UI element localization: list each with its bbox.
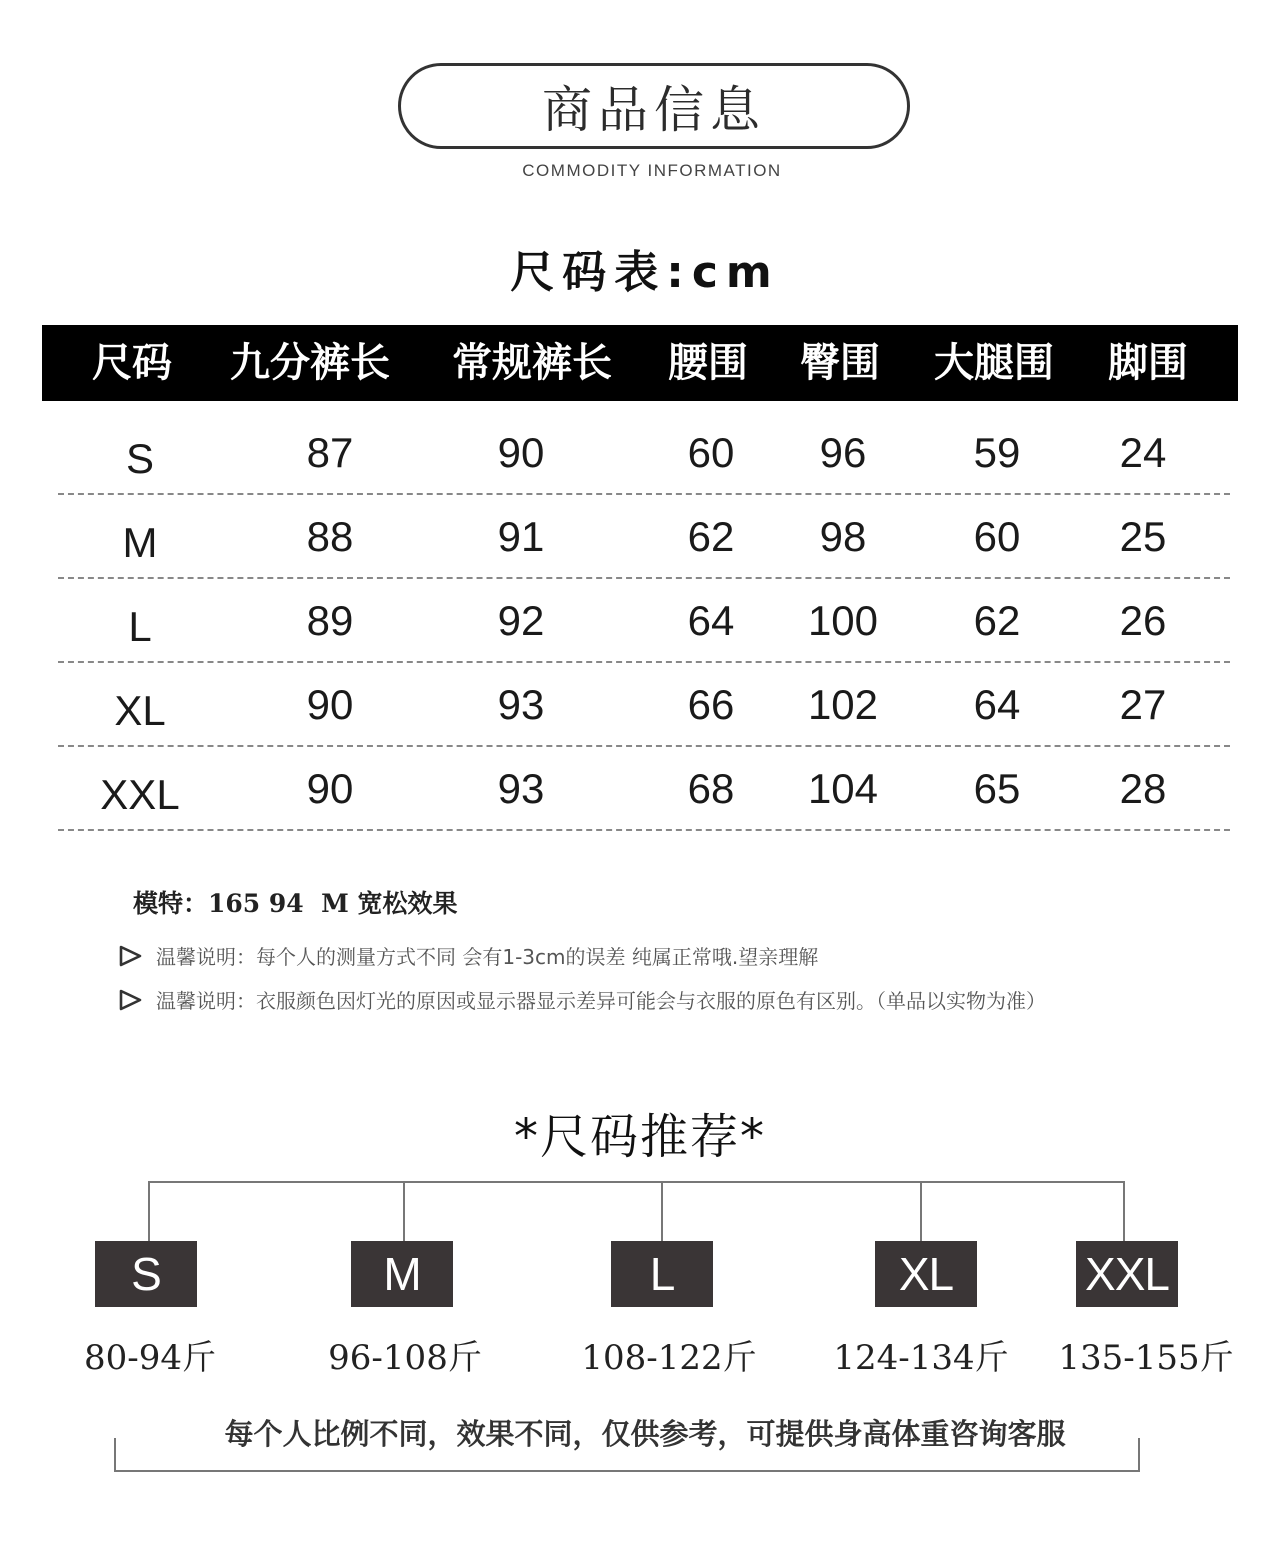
weight-range-m: 96-108斤 [328,1338,482,1378]
cell-size: M [122,519,158,566]
size-recommendation-title: *尺码推荐* [513,1109,766,1165]
header-ankle: 脚围 [1108,340,1188,386]
row-divider [58,829,1230,831]
cell-hip: 96 [819,429,867,476]
table-row [0,579,1280,663]
weight-range-s: 80-94斤 [83,1338,216,1378]
tree-connector [148,1181,150,1243]
cell-waist: 68 [687,765,735,812]
cell-thigh: 60 [973,513,1021,560]
commodity-info-title: 商品信息 [542,81,766,139]
cell-size: XXL [100,771,180,818]
cell-size: XL [114,687,166,734]
cell-size: S [125,435,154,482]
cell-hip: 100 [807,597,879,644]
cell-cropped-length: 88 [306,513,354,560]
tree-connector [1123,1181,1125,1243]
table-row [0,663,1280,747]
cell-cropped-length: 87 [306,429,354,476]
size-table-header [42,325,1238,401]
size-box-l: L [611,1241,713,1307]
header-thigh: 大腿围 [934,340,1054,386]
cell-thigh: 59 [973,429,1021,476]
table-row [0,411,1280,495]
cell-waist: 60 [687,429,735,476]
cell-ankle: 26 [1119,597,1167,644]
cell-waist: 62 [687,513,735,560]
cell-regular-length: 90 [497,429,545,476]
cell-regular-length: 92 [497,597,545,644]
weight-range-xxl: 135-155斤 [1058,1338,1234,1378]
disclaimer-bracket [114,1438,1140,1472]
triangle-right-outline-icon [118,988,144,1012]
tree-horizontal-line [148,1181,1125,1183]
model-note: 模特：165 94 M 宽松效果 [133,889,458,918]
tree-connector [403,1181,405,1243]
cell-cropped-length: 89 [306,597,354,644]
header-regular-length: 常规裤长 [452,340,612,386]
commodity-info-pill [398,63,910,149]
size-chart-title: 尺码表:cm [510,247,780,298]
cell-hip: 104 [807,765,879,812]
tip-measurement-text: 温馨说明：每个人的测量方式不同 会有1-3cm的误差 纯属正常哦.望亲理解 [156,945,819,969]
cell-waist: 64 [687,597,735,644]
cell-regular-length: 93 [497,681,545,728]
disclaimer-text: 每个人比例不同，效果不同，仅供参考，可提供身高体重咨询客服 [224,1417,1066,1451]
cell-regular-length: 91 [497,513,545,560]
table-row [0,747,1280,831]
cell-size: L [128,603,152,650]
header-waist: 腰围 [668,340,748,386]
cell-hip: 102 [807,681,879,728]
tree-connector [661,1181,663,1243]
header-hip: 臀围 [800,340,880,386]
cell-ankle: 28 [1119,765,1167,812]
commodity-info-subtitle: COMMODITY INFORMATION [522,161,782,180]
cell-thigh: 64 [973,681,1021,728]
cell-ankle: 27 [1119,681,1167,728]
weight-range-xl: 124-134斤 [833,1338,1009,1378]
cell-cropped-length: 90 [306,681,354,728]
tip-measurement [118,941,818,970]
size-box-s: S [95,1241,197,1307]
cell-cropped-length: 90 [306,765,354,812]
size-box-xxl: XXL [1076,1241,1178,1307]
cell-hip: 98 [819,513,867,560]
cell-thigh: 65 [973,765,1021,812]
table-row [0,495,1280,579]
header-size: 尺码 [92,340,172,386]
cell-regular-length: 93 [497,765,545,812]
cell-ankle: 24 [1119,429,1167,476]
size-box-m: M [351,1241,453,1307]
cell-waist: 66 [687,681,735,728]
tip-color-text: 温馨说明：衣服颜色因灯光的原因或显示器显示差异可能会与衣服的原色有区别。（单品以实物为准） [156,989,1046,1013]
tip-color [118,985,1046,1014]
cell-ankle: 25 [1119,513,1167,560]
header-cropped-length: 九分裤长 [230,340,390,386]
size-box-xl: XL [875,1241,977,1307]
triangle-right-outline-icon [118,944,144,968]
tree-connector [920,1181,922,1243]
cell-thigh: 62 [973,597,1021,644]
weight-range-l: 108-122斤 [581,1338,757,1378]
